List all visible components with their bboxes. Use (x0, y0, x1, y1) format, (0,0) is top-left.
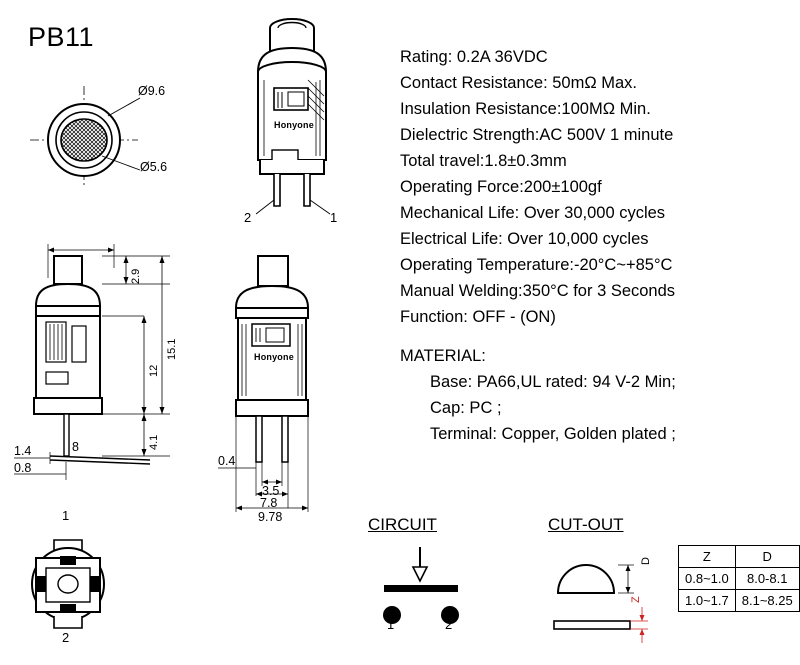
spec-line: Total travel:1.8±0.3mm (400, 152, 567, 170)
spec-line: Electrical Life: Over 10,000 cycles (400, 230, 649, 248)
cutout-title: CUT-OUT (548, 515, 624, 534)
spec-line: Insulation Resistance:100MΩ Min. (400, 100, 651, 118)
spec-line: Contact Resistance: 50mΩ Max. (400, 74, 638, 92)
material-item: Cap: PC ; (430, 399, 502, 417)
circuit-section (368, 515, 508, 645)
dim-1-4: 1.4 (14, 444, 32, 458)
cutout-section (548, 515, 793, 645)
cutout-dim-d-label: D (640, 557, 652, 565)
table-header-cell: D (735, 546, 799, 568)
dim-4-1: 4.1 (148, 434, 160, 450)
spec-line: Dielectric Strength:AC 500V 1 minute (400, 126, 674, 144)
table-row (679, 568, 800, 590)
dim-12: 12 (148, 364, 160, 377)
cutout-dim-z-label: Z (630, 596, 642, 603)
dim-3-5: 3.5 (262, 484, 280, 498)
dim-0-4: 0.4 (218, 454, 236, 468)
pin-label-1-bottom: 1 (62, 508, 70, 523)
circuit-title: CIRCUIT (368, 515, 437, 534)
spec-line: Manual Welding:350°C for 3 Seconds (400, 282, 676, 300)
pin-label-2-iso: 2 (244, 210, 252, 225)
pin-label-1-iso: 1 (330, 210, 338, 225)
dim-9-78: 9.78 (258, 510, 283, 524)
table-cell: 8.0-8.1 (735, 568, 799, 590)
pin-label-2-bottom: 2 (62, 630, 70, 645)
table-cell: 0.8~1.0 (679, 568, 736, 590)
cutout-table (678, 545, 800, 612)
table-cell: 1.0~1.7 (679, 590, 736, 612)
table-row (679, 590, 800, 612)
spec-line: Mechanical Life: Over 30,000 cycles (400, 204, 666, 222)
spec-line: Rating: 0.2A 36VDC (400, 48, 548, 66)
table-header-row (679, 546, 800, 568)
material-heading: MATERIAL: (400, 347, 486, 365)
side-view-drawing (212, 240, 392, 524)
brand-label-iso: Honyone (274, 120, 314, 130)
dim-inner-diameter: Ø5.6 (140, 160, 168, 174)
dim-width-8: 8 (72, 440, 79, 454)
table-header-cell: Z (679, 546, 736, 568)
circuit-pin-1-label: 1 (387, 617, 395, 632)
front-view-drawing (10, 222, 210, 512)
material-item: Base: PA66,UL rated: 94 V-2 Min; (430, 373, 676, 391)
spec-line: Operating Force:200±100gf (400, 178, 602, 196)
dim-2-9: 2.9 (130, 268, 142, 284)
brand-label-side: Honyone (254, 352, 294, 362)
spec-line: Function: OFF - (ON) (400, 308, 556, 326)
material-item: Terminal: Copper, Golden plated ; (430, 425, 676, 443)
spec-line: Operating Temperature:-20°C~+85°C (400, 256, 673, 274)
circuit-pin-2-label: 2 (445, 617, 453, 632)
table-cell: 8.1~8.25 (735, 590, 799, 612)
specifications-block (400, 44, 676, 447)
isometric-view-drawing (230, 10, 390, 235)
dim-15-1: 15.1 (166, 338, 178, 360)
page-title: PB11 (28, 22, 95, 52)
dim-7-8: 7.8 (260, 496, 278, 510)
bottom-view-drawing (20, 508, 170, 652)
dim-0-8: 0.8 (14, 461, 32, 475)
top-view-drawing (20, 78, 190, 188)
dim-outer-diameter: Ø9.6 (138, 84, 166, 98)
